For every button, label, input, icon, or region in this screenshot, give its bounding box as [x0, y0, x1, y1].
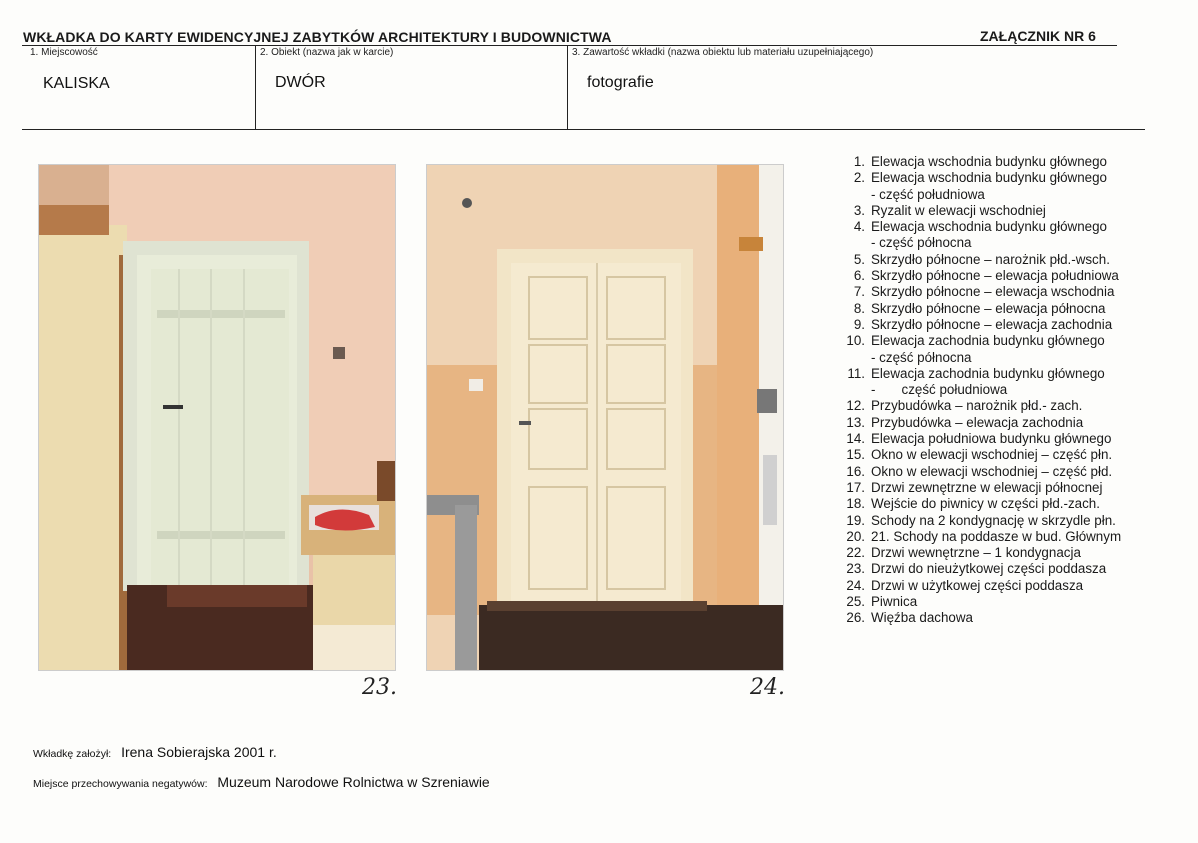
legend-item: [836, 513, 1121, 529]
legend-item-text: [871, 170, 1107, 203]
legend-item-number: 6.: [853, 268, 865, 284]
legend-item-title: Okno w elewacji wschodniej – część płn.: [871, 447, 1113, 463]
legend-item-text: [871, 431, 1111, 447]
legend-item: [836, 333, 1121, 366]
legend-item: [836, 317, 1121, 333]
location-label: 1. Miejscowość: [30, 47, 98, 58]
legend-item-number: 19.: [846, 512, 865, 528]
legend-item-title: Drzwi wewnętrzne – 1 kondygnacja: [871, 545, 1081, 561]
legend-item-number: 7.: [853, 284, 865, 300]
legend-item-title: 21. Schody na poddasze w bud. Głównym: [871, 528, 1122, 544]
content-value: fotografie: [587, 74, 654, 91]
legend-item-number: 24.: [846, 577, 865, 593]
legend-item-text: [871, 415, 1083, 431]
legend-item-title: Wejście do piwnicy w części płd.-zach.: [871, 496, 1100, 512]
annex-number: ZAŁĄCZNIK NR 6: [980, 28, 1096, 44]
legend-item-title: Elewacja wschodnia budynku głównego: [871, 219, 1107, 235]
legend-item: [836, 415, 1121, 431]
legend-item-text: [871, 203, 1046, 219]
legend-item: [836, 170, 1121, 203]
legend-item-text: [871, 513, 1116, 529]
legend-item-text: [871, 301, 1106, 317]
legend-item: [836, 284, 1121, 300]
legend-item-text: [871, 154, 1107, 170]
legend-item-subtitle: - część południowa: [871, 186, 985, 202]
legend-item-title: Drzwi w użytkowej części poddasza: [871, 577, 1084, 593]
legend-item-subtitle: - część północna: [871, 235, 972, 251]
photo-number-24: 24.: [750, 675, 785, 700]
header-rule: [22, 45, 1117, 46]
legend-item-title: Elewacja południowa budynku głównego: [871, 431, 1112, 447]
legend-item-text: [871, 284, 1114, 300]
photo-door-attic-used: [426, 164, 784, 671]
legend-item-number: 2.: [853, 170, 865, 186]
photo-door-attic-unused: [38, 164, 396, 671]
legend-item-number: 16.: [846, 463, 865, 479]
document-title: WKŁADKA DO KARTY EWIDENCYJNEJ ZABYTKÓW ARCHITEKTURY I BUDOWNICTWA: [23, 29, 612, 45]
legend-item-number: 12.: [846, 398, 865, 414]
legend-item-text: [871, 561, 1106, 577]
legend-item: [836, 154, 1121, 170]
legend-item-number: 15.: [846, 447, 865, 463]
legend-item-text: [871, 333, 1105, 366]
legend-item-number: 17.: [846, 479, 865, 495]
legend-item-title: Elewacja wschodnia budynku głównego: [871, 170, 1107, 186]
legend-item-number: 9.: [853, 316, 865, 332]
legend-item-number: 11.: [847, 365, 865, 381]
location-value: KALISKA: [43, 75, 110, 92]
legend-item-number: 1.: [853, 154, 865, 169]
legend-item: [836, 545, 1121, 561]
legend-item: [836, 610, 1121, 626]
legend-item-title: Drzwi zewnętrzne w elewacji północnej: [871, 479, 1103, 495]
form-bottom-rule: [22, 129, 1145, 130]
legend-item-number: 3.: [853, 202, 865, 218]
legend-item: [836, 496, 1121, 512]
legend-item-number: 5.: [853, 251, 865, 267]
legend-item-text: [871, 447, 1112, 463]
legend-item-title: Piwnica: [871, 594, 918, 610]
legend-item-title: Skrzydło północne – elewacja południowa: [871, 268, 1119, 284]
legend-item-text: [871, 252, 1110, 268]
legend-item-text: [871, 219, 1107, 252]
storage-value: Muzeum Narodowe Rolnictwa w Szreniawie: [217, 774, 490, 790]
legend-item-number: 8.: [853, 300, 865, 316]
content-label: 3. Zawartość wkładki (nazwa obiektu lub materiału uzupełniającego): [572, 47, 874, 58]
legend-item-title: Skrzydło północne – elewacja zachodnia: [871, 316, 1113, 332]
legend-item: [836, 578, 1121, 594]
legend-item: [836, 301, 1121, 317]
legend-item-title: Przybudówka – narożnik płd.- zach.: [871, 398, 1083, 414]
legend-item: [836, 398, 1121, 414]
legend-item: [836, 594, 1121, 610]
legend-item-text: [871, 268, 1119, 284]
storage-label: Miejsce przechowywania negatywów:: [33, 778, 208, 790]
legend-item-text: [871, 464, 1112, 480]
legend-item-title: Schody na 2 kondygnację w skrzydle płn.: [871, 512, 1116, 528]
legend-item-title: Okno w elewacji wschodniej – część płd.: [871, 463, 1113, 479]
legend-item-title: Przybudówka – elewacja zachodnia: [871, 414, 1084, 430]
legend-item-title: Elewacja zachodnia budynku głównego: [871, 365, 1105, 381]
author-line: [33, 744, 277, 760]
legend-item-number: 25.: [846, 594, 865, 610]
legend-item: [836, 203, 1121, 219]
legend-item-title: Skrzydło północne – elewacja wschodnia: [871, 284, 1115, 300]
legend-item-number: 22.: [846, 545, 865, 561]
photo-index-list: [836, 154, 1121, 627]
legend-item: [836, 480, 1121, 496]
legend-item-text: [871, 480, 1102, 496]
legend-item-text: [871, 317, 1112, 333]
legend-item-title: Skrzydło północne – elewacja północna: [871, 300, 1106, 316]
author-value: Irena Sobierajska 2001 r.: [121, 744, 277, 760]
legend-item: [836, 529, 1121, 545]
legend-item-title: Elewacja zachodnia budynku głównego: [871, 333, 1105, 349]
legend-item-title: Elewacja wschodnia budynku głównego: [871, 154, 1107, 169]
legend-item: [836, 464, 1121, 480]
legend-item: [836, 219, 1121, 252]
legend-item-title: Drzwi do nieużytkowej części poddasza: [871, 561, 1107, 577]
legend-item-title: Więźba dachowa: [871, 610, 973, 626]
legend-item-text: [871, 398, 1082, 414]
legend-item: [836, 366, 1121, 399]
legend-item-text: [871, 610, 973, 626]
legend-item-text: [871, 496, 1100, 512]
legend-item-text: [871, 594, 917, 610]
legend-item-title: Ryzalit w elewacji wschodniej: [871, 202, 1046, 218]
legend-item-number: 10.: [846, 333, 865, 349]
legend-item: [836, 561, 1121, 577]
legend-item-number: 14.: [846, 431, 865, 447]
legend-item-subtitle: - część północna: [871, 349, 972, 365]
photo-number-23: 23.: [362, 675, 397, 700]
object-value: DWÓR: [275, 74, 326, 91]
legend-item-number: 13.: [846, 414, 865, 430]
legend-item-number: 20.: [846, 528, 865, 544]
legend-item-text: [871, 545, 1081, 561]
legend-item-text: [871, 366, 1105, 399]
legend-item-number: 4.: [853, 219, 865, 235]
legend-item-text: [871, 578, 1083, 594]
legend-item: [836, 252, 1121, 268]
author-label: Wkładkę założył:: [33, 748, 112, 760]
legend-item-number: 26.: [846, 610, 865, 626]
storage-line: [33, 774, 490, 790]
field-divider-2: [567, 45, 568, 130]
legend-item: [836, 268, 1121, 284]
legend-item-title: Skrzydło północne – narożnik płd.-wsch.: [871, 251, 1110, 267]
legend-item-number: 23.: [846, 561, 865, 577]
legend-item-text: [871, 529, 1121, 545]
legend-item-number: 18.: [846, 496, 865, 512]
object-label: 2. Obiekt (nazwa jak w karcie): [260, 47, 394, 58]
legend-item: [836, 447, 1121, 463]
legend-item: [836, 431, 1121, 447]
legend-item-subtitle: - część południowa: [871, 382, 1008, 398]
field-divider-1: [255, 45, 256, 130]
